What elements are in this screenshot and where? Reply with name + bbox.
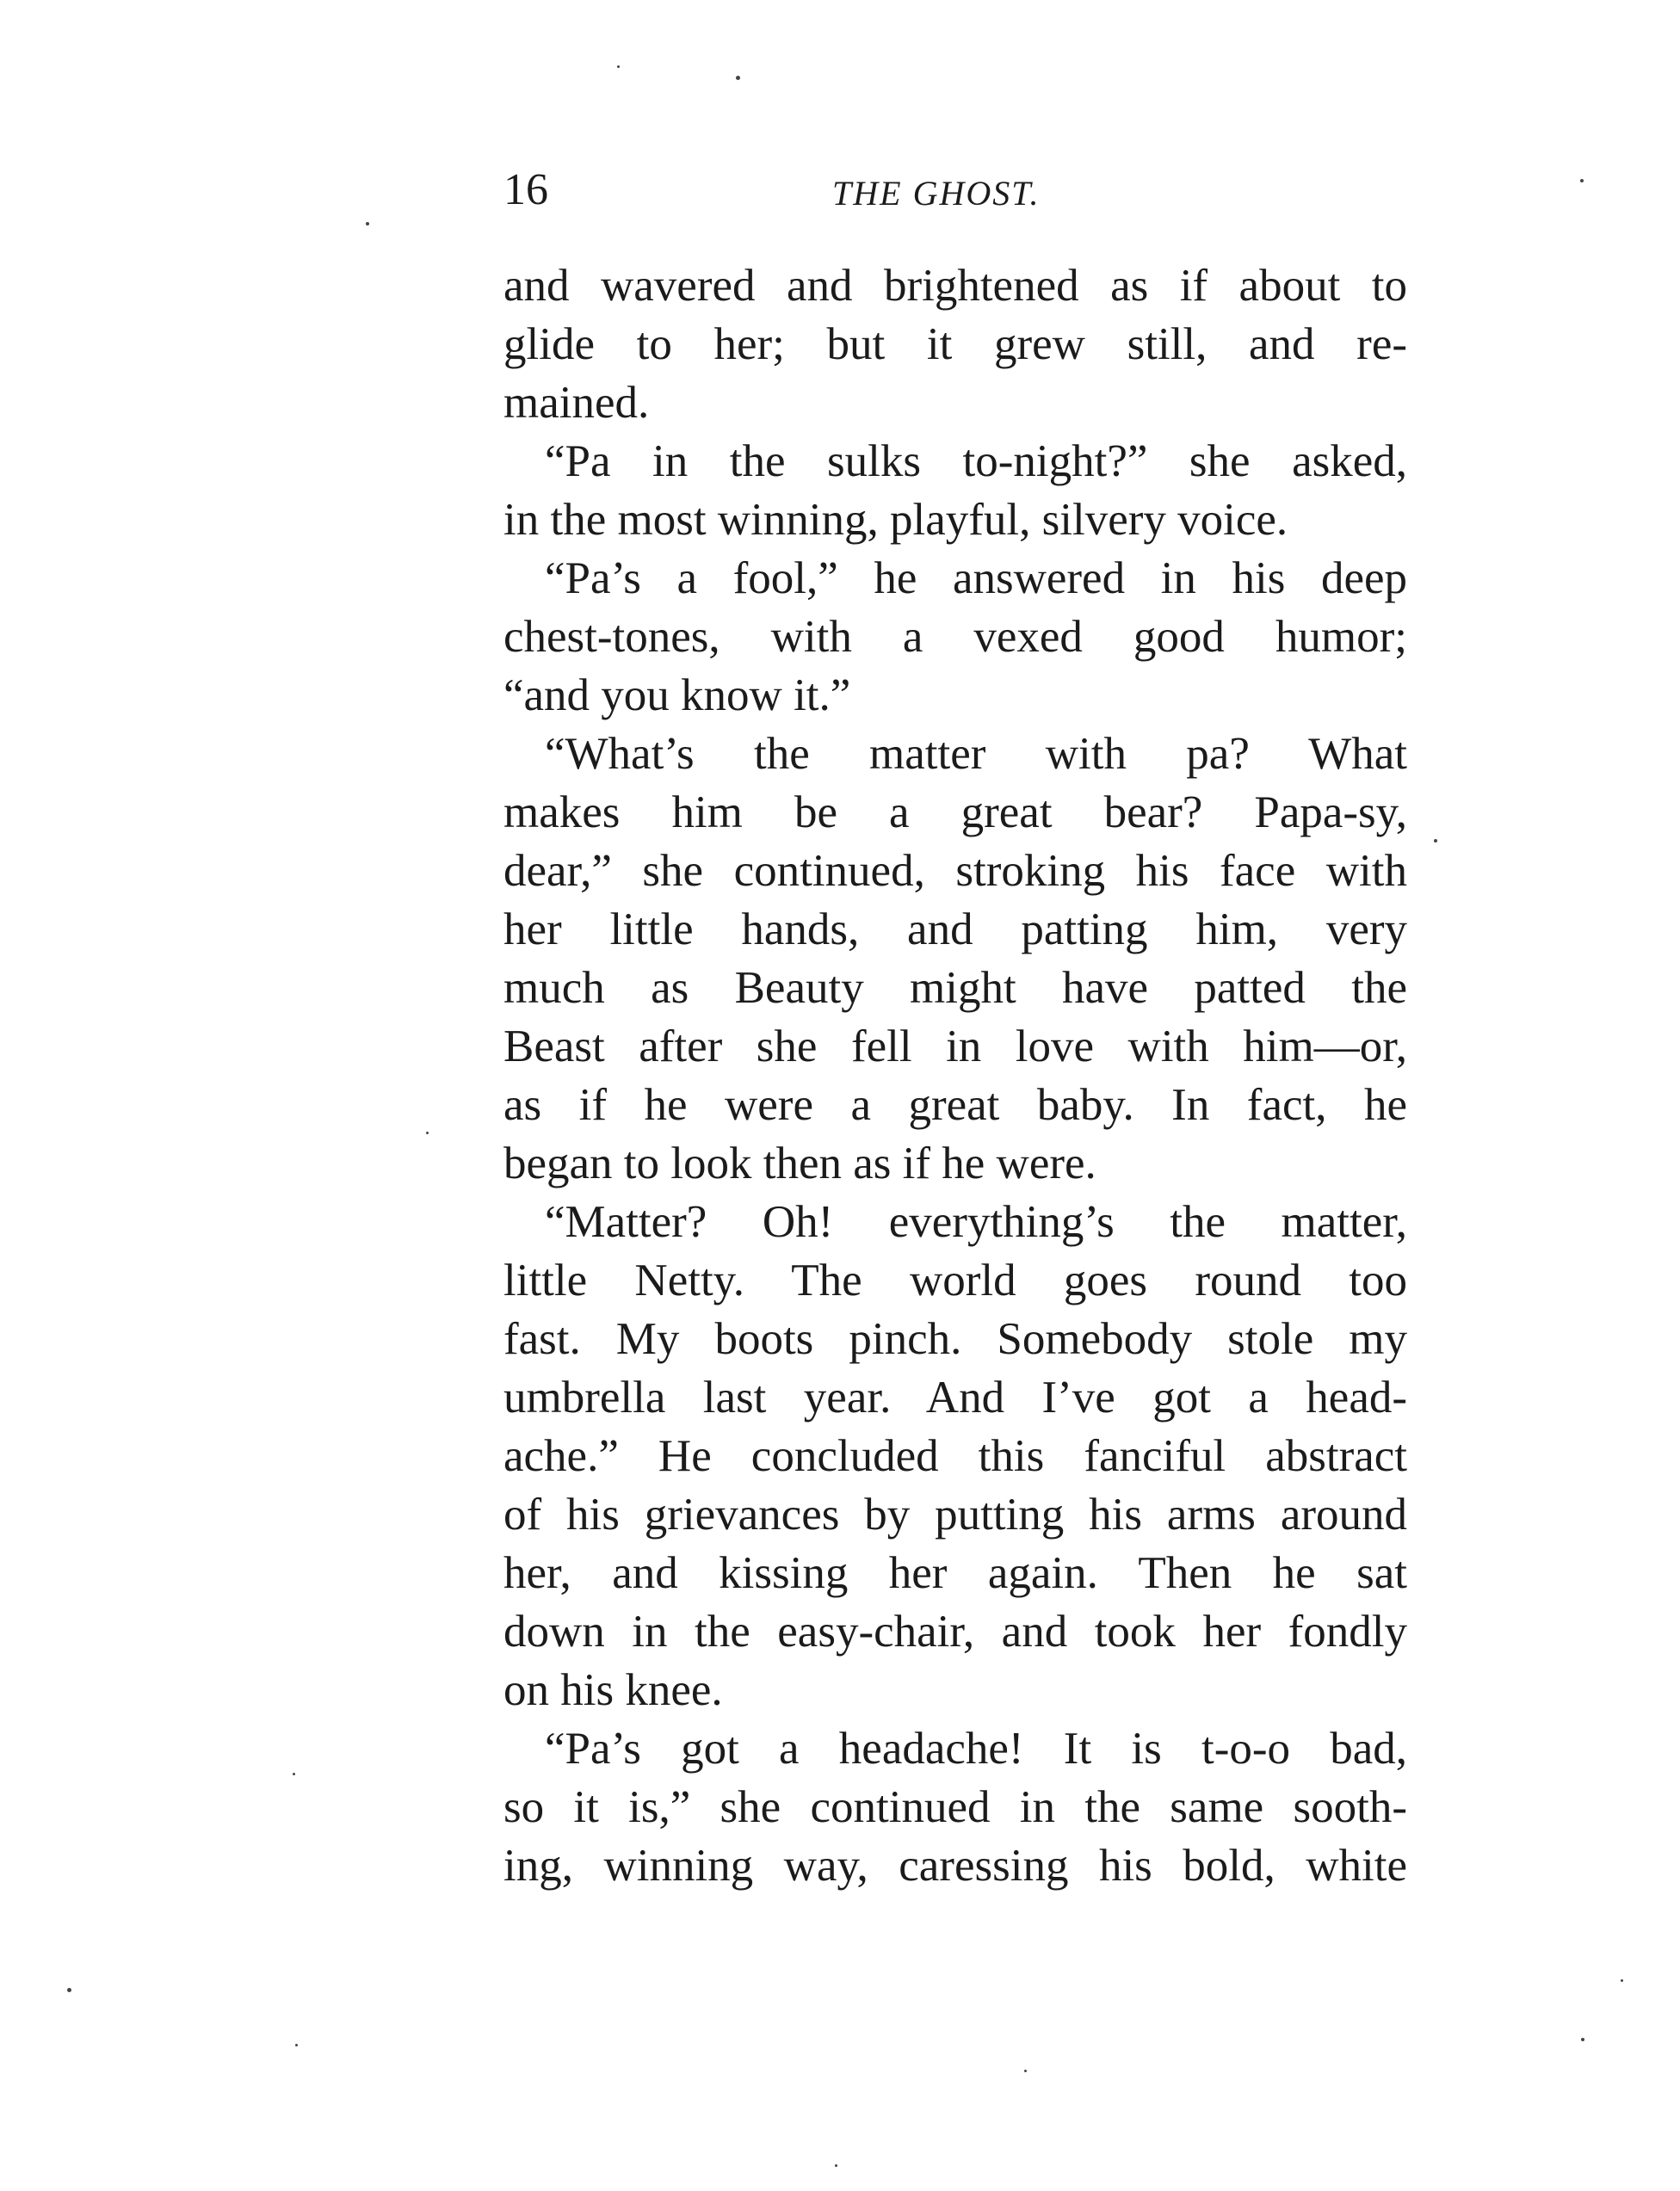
text-line: so it is,” she continued in the same sooth- (503, 1782, 1407, 1832)
scan-speck (1621, 1979, 1623, 1982)
scan-speck (426, 1132, 429, 1134)
text-line: “and you know it.” (503, 670, 851, 720)
text-line: ing, winning way, caressing his bold, white (503, 1841, 1407, 1891)
text-line: in the most winning, playful, silvery voice. (503, 495, 1288, 545)
text-line: little Netty. The world goes round too (503, 1256, 1407, 1305)
text-line: dear,” she continued, stroking his face with (503, 846, 1407, 896)
text-line: chest-tones, with a vexed good humor; (503, 612, 1407, 662)
body-text (503, 256, 1407, 1895)
page-number: 16 (503, 165, 548, 214)
scan-speck (1581, 2038, 1584, 2041)
scan-speck (835, 2164, 837, 2167)
text-line: began to look then as if he were. (503, 1139, 1096, 1188)
text-line: down in the easy-chair, and took her fondly (503, 1607, 1407, 1657)
scan-speck (1580, 179, 1584, 182)
text-line: mained. (503, 378, 650, 428)
text-line: “Pa’s a fool,” he answered in his deep (545, 553, 1407, 603)
text-line: makes him be a great bear? Papa-sy, (503, 787, 1407, 837)
text-line: ache.” He concluded this fanciful abstract (503, 1431, 1407, 1481)
text-line: her, and kissing her again. Then he sat (503, 1548, 1407, 1598)
text-line: as if he were a great baby. In fact, he (503, 1080, 1407, 1130)
text-line: of his grievances by putting his arms around (503, 1490, 1407, 1540)
text-line: on his knee. (503, 1665, 723, 1715)
scan-speck (1024, 2070, 1027, 2072)
page-header (503, 160, 1407, 220)
text-line: much as Beauty might have patted the (503, 963, 1407, 1013)
text-line: Beast after she fell in love with him—or, (503, 1021, 1407, 1071)
text-line: “Pa in the sulks to-night?” she asked, (545, 436, 1407, 486)
scan-speck (293, 1773, 295, 1775)
scan-speck (366, 222, 369, 225)
text-line: fast. My boots pinch. Somebody stole my (503, 1314, 1407, 1364)
text-line: “Matter? Oh! everything’s the matter, (545, 1197, 1407, 1247)
text-line: her little hands, and patting him, very (503, 904, 1407, 954)
scan-speck (67, 1988, 71, 1992)
scan-speck (1434, 839, 1437, 842)
text-line: and wavered and brightened as if about to (503, 261, 1407, 311)
text-line: glide to her; but it grew still, and re- (503, 319, 1407, 369)
text-line: umbrella last year. And I’ve got a head- (503, 1373, 1407, 1423)
running-title: THE GHOST. (832, 174, 1041, 213)
text-line: “Pa’s got a headache! It is t-o-o bad, (545, 1724, 1407, 1774)
scan-speck (295, 2044, 298, 2046)
text-line: “What’s the matter with pa? What (545, 729, 1407, 779)
scan-speck (736, 76, 740, 80)
scan-speck (617, 65, 620, 68)
